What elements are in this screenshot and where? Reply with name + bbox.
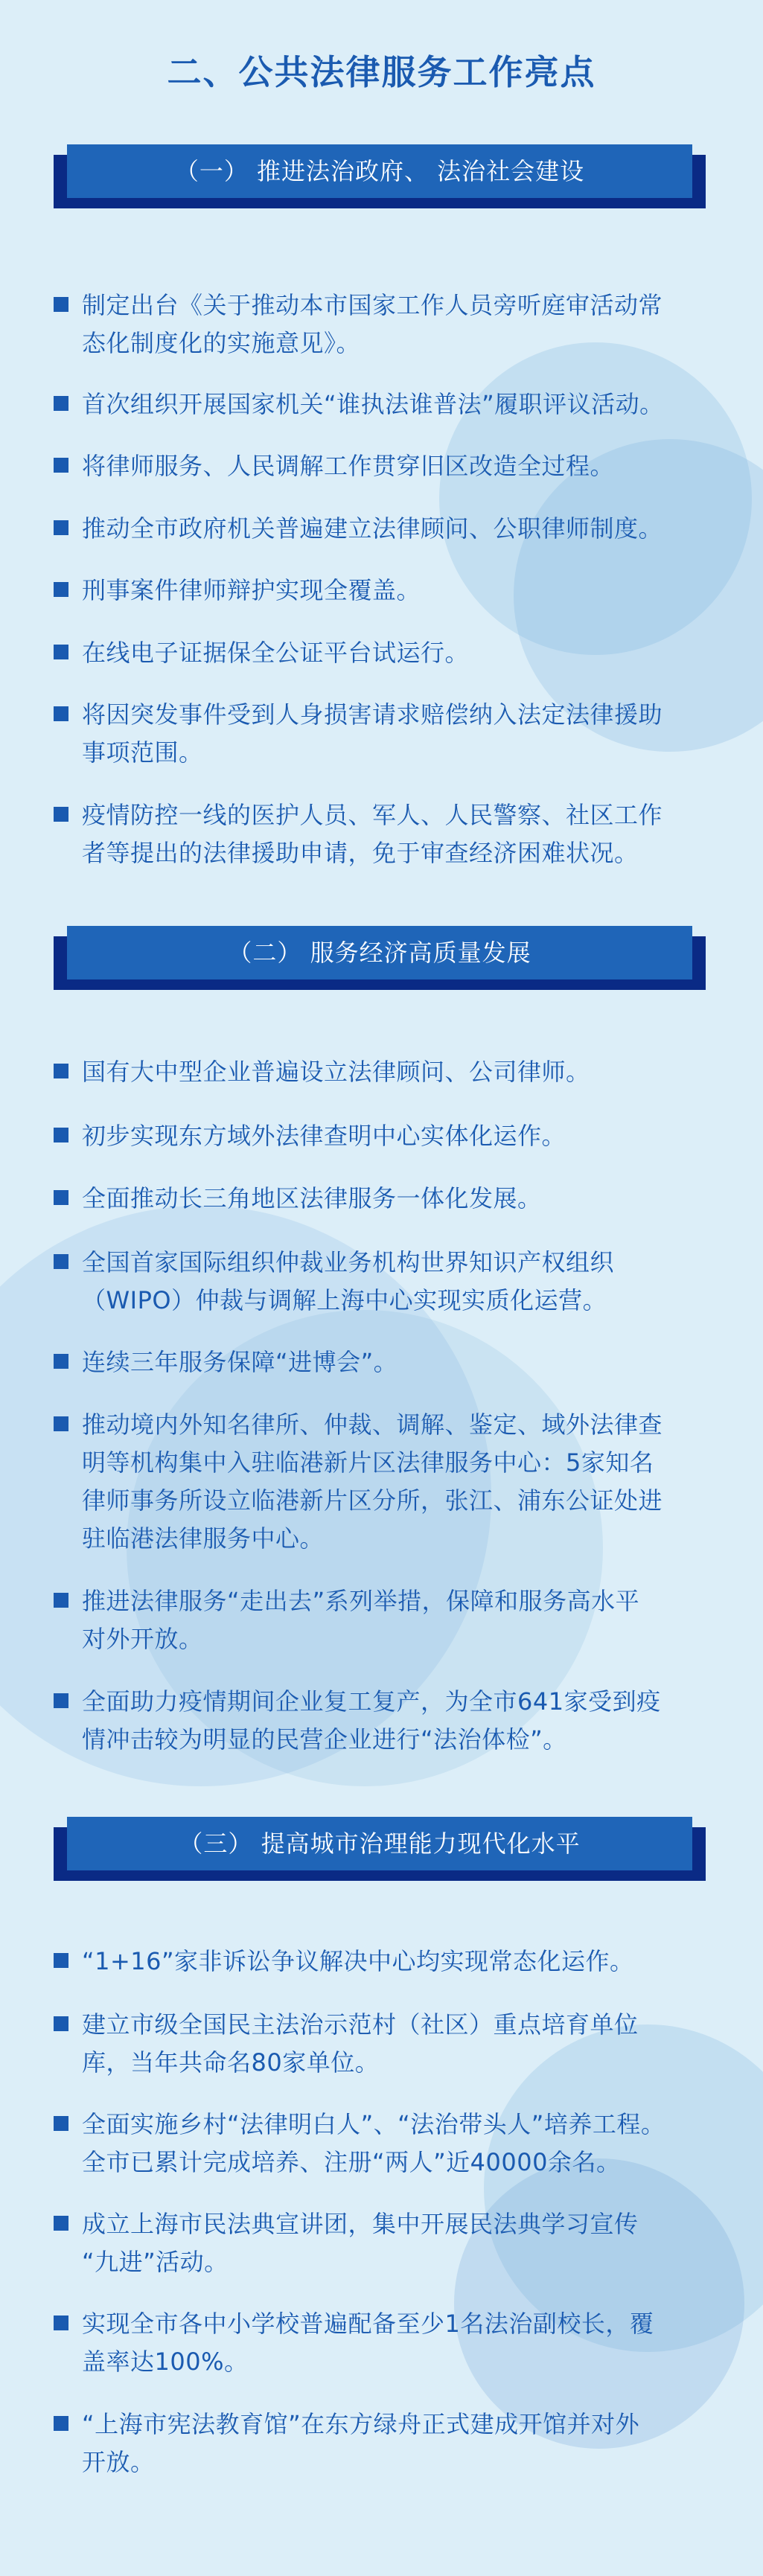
bullet-square-icon [54,520,68,535]
section-heading: （一） 推进法治政府、 法治社会建设 [67,144,692,198]
bullet-square-icon [54,2416,68,2431]
bullet-square-icon [54,396,68,411]
list-item-text: 推动境内外知名律所、仲裁、调解、鉴定、域外法律查 明等机构集中入驻临港新片区法律服务中心：5家知名 律师事务所设立临港新片区分所，张江、浦东公证处进 驻临港法律服务中心。 [82,1410,663,1553]
page-title: 二、公共法律服务工作亮点 [167,52,596,92]
bullet-square-icon [54,297,68,312]
list-item-text: “上海市宪法教育馆”在东方绿舟正式建成开馆并对外 开放。 [82,2410,640,2476]
bullet-square-icon [54,582,68,597]
bullet-square-icon [54,1190,68,1205]
list-item-text: 首次组织开展国家机关“谁执法谁普法”履职评议活动。 [82,390,664,418]
list-item-text: 连续三年服务保障“进博会”。 [82,1348,398,1376]
bullet-square-icon [54,645,68,659]
list-item-text: 全面助力疫情期间企业复工复产，为全市641家受到疫 情冲击较为明显的民营企业进行“法治体检”。 [82,1687,661,1754]
list-item-text: 将律师服务、人民调解工作贯穿旧区改造全过程。 [82,452,615,480]
list-item-text: 全国首家国际组织仲裁业务机构世界知识产权组织 （WIPO）仲裁与调解上海中心实现实质化运营。 [82,1248,615,1314]
section-banner [54,144,706,208]
list-item-text: 全面实施乡村“法律明白人”、“法治带头人”培养工程。 全市已累计完成培养、注册“两人”近40000余名。 [82,2110,665,2176]
list-item-text: 全面推动长三角地区法律服务一体化发展。 [82,1184,542,1212]
list-item-text: “1+16”家非诉讼争议解决中心均实现常态化运作。 [82,1947,634,1975]
section-banner [54,926,706,990]
bullet-square-icon [54,706,68,721]
bullet-square-icon [54,1593,68,1608]
bullet-square-icon [54,1128,68,1142]
list-item-text: 制定出台《关于推动本市国家工作人员旁听庭审活动常 态化制度化的实施意见》。 [82,291,663,357]
bullet-square-icon [54,1953,68,1968]
list-item-text: 初步实现东方域外法律查明中心实体化运作。 [82,1122,566,1150]
list-item-text: 在线电子证据保全公证平台试运行。 [82,639,470,667]
bullet-square-icon [54,1416,68,1431]
section-banner [54,1817,706,1881]
bullet-square-icon [54,807,68,822]
list-item-text: 疫情防控一线的医护人员、军人、人民警察、社区工作 者等提出的法律援助申请，免于审查经济困难状况。 [82,801,663,867]
bullet-square-icon [54,1254,68,1269]
list-item-text: 推动全市政府机关普遍建立法律顾问、公职律师制度。 [82,514,663,543]
list-item-text: 成立上海市民法典宣讲团，集中开展民法典学习宣传 “九进”活动。 [82,2210,639,2276]
section-heading: （三） 提高城市治理能力现代化水平 [67,1817,692,1870]
bullet-square-icon [54,1354,68,1369]
list-item-text: 实现全市各中小学校普遍配备至少1名法治副校长，覆 盖率达100%。 [82,2310,654,2376]
bullet-square-icon [54,458,68,473]
list-item-text: 建立市级全国民主法治示范村（社区）重点培育单位 库，当年共命名80家单位。 [82,2010,639,2077]
list-item-text: 刑事案件律师辩护实现全覆盖。 [82,576,421,604]
bullet-square-icon [54,2016,68,2031]
list-item-text: 国有大中型企业普遍设立法律顾问、公司律师。 [82,1058,590,1086]
bullet-square-icon [54,1693,68,1708]
section-heading: （二） 服务经济高质量发展 [67,926,692,979]
bullet-square-icon [54,2216,68,2231]
bullet-square-icon [54,1064,68,1078]
list-item-text: 将因突发事件受到人身损害请求赔偿纳入法定法律援助 事项范围。 [82,700,663,767]
list-item-text: 推进法律服务“走出去”系列举措，保障和服务高水平 对外开放。 [82,1587,640,1653]
bullet-square-icon [54,2315,68,2330]
bullet-square-icon [54,2116,68,2131]
